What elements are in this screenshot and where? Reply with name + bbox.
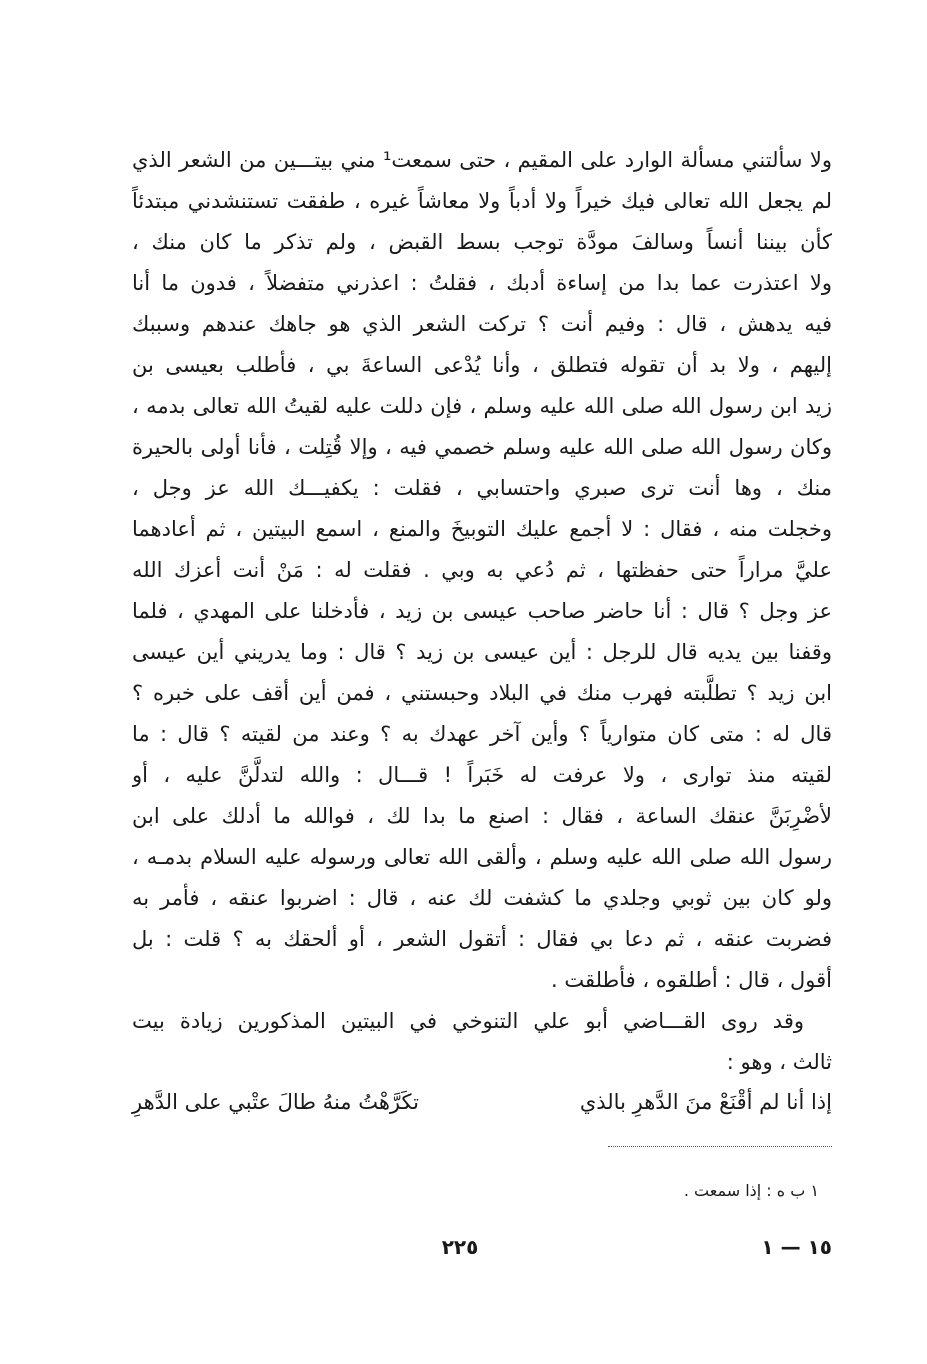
text-line: رسول الله صلى الله عليه وسلم ، وألقى الله تعالى ورسوله عليه السلام بدمـه ، <box>132 845 832 869</box>
body-text <box>132 140 832 1083</box>
text-line: منك ، وها أنت ترى صبري واحتسابي ، فقلت : يكفيـــك الله عز وجل ، <box>132 476 832 500</box>
text-line: ولا اعتذرت عما بدا من إساءة أدبك ، فقلتُ : اعذرني متفضلاً ، فدون ما أنا <box>132 271 832 295</box>
verse-second-hemistich: تكَرَّهْتُ منهُ طالَ عتْبي على الدَّهرِ <box>132 1090 419 1114</box>
text-line: وخجلت منه ، فقال : لا أجمع عليك التوبيخَ والمنع ، اسمع البيتين ، ثم أعادهما <box>132 517 832 541</box>
text-line: زيد ابن رسول الله صلى الله عليه وسلم ، فإن دللت عليه لقيتُ الله تعالى بدمه ، <box>132 394 832 418</box>
verse-first-hemistich: إذا أنا لم أقْنَعْ منَ الدَّهرِ بالذي <box>579 1090 832 1114</box>
footnote: ١ ب ه : إذا سمعت . <box>683 1181 819 1200</box>
text-line: إليهم ، ولا بد أن تقوله فتطلق ، وأنا يُدْعى الساعةَ بي ، فأطلب بعيسى بن <box>132 353 832 377</box>
text-line: فضربت عنقه ، ثم دعا بي فقال : أتقول الشعر ، أو ألحقك به ؟ قلت : بل <box>132 927 832 951</box>
text-line: عليَّ مراراً حتى حفظتها ، ثم دُعي به وبي . فقلت له : مَنْ أنت أعزك الله <box>132 558 832 582</box>
text-line: لأضْرِبَنَّ عنقك الساعة ، فقال : اصنع ما بدا لك ، فوالله ما أدلك على ابن <box>132 804 832 828</box>
footnote-separator <box>608 1146 832 1147</box>
page-number: ٢٢٥ <box>441 1235 479 1259</box>
text-line: لم يجعل الله تعالى فيك خيراً ولا أدباً ولا معاشاً غيره ، طفقت تستنشدني مبتدئاً <box>132 189 832 213</box>
text-line: ثالث ، وهو : <box>726 1050 832 1074</box>
text-line: وكان رسول الله صلى الله عليه وسلم خصمي فيه ، وإلا قُتِلت ، فأنا أولى بالحيرة <box>132 435 832 459</box>
text-line: ولو كان بين ثوبي وجلدي ما كشفت لك عنه ، قال : اضربوا عنقه ، فأمر به <box>132 886 832 910</box>
text-line: ولا سألتني مسألة الوارد على المقيم ، حتى سمعت¹ مني بيتـــين من الشعر الذي <box>132 148 832 172</box>
signature-mark: ١٥ — ١ <box>761 1235 832 1259</box>
text-line: قال له : متى كان متوارياً ؟ وأين آخر عهدك به ؟ وعند من لقيته ؟ قال : ما <box>132 722 832 746</box>
poem-verse <box>132 1082 832 1123</box>
text-line: لقيته منذ توارى ، ولا عرفت له خَبَراً ! قـــال : والله لتدلَّنَّ عليه ، أو <box>132 763 832 787</box>
text-line: ابن زيد ؟ تطلَّبته فهرب منك في البلاد وحبستني ، فمن أين أقف على خبره ؟ <box>132 681 832 705</box>
text-line: كأن بيننا أنساً وسالفَ مودَّة توجب بسط القبض ، ولم تذكر ما كان منك ، <box>132 230 832 254</box>
text-line: وقد روى القـــاضي أبو علي التنوخي في البيتين المذكورين زيادة بيت <box>132 1009 804 1033</box>
text-line: فيه يدهش ، قال : وفيم أنت ؟ تركت الشعر الذي هو جاهك عندهم وسببك <box>132 312 832 336</box>
text-line: أقول ، قال : أطلقوه ، فأطلقت . <box>550 968 832 992</box>
text-line: عز وجل ؟ قال : أنا حاضر صاحب عيسى بن زيد ، فأدخلنا على المهدي ، فلما <box>132 599 832 623</box>
text-line: وقفنا بين يديه قال للرجل : أين عيسى بن زيد ؟ قال : وما يدريني أين عيسى <box>132 640 832 664</box>
